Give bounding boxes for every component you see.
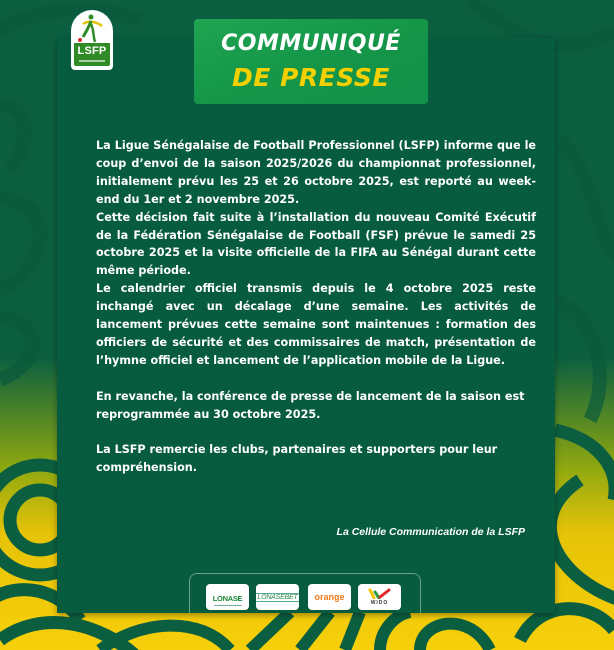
paragraph-reason: Cette décision fait suite à l’installation du nouveau Comité Exécutif de la Fédération Sénégalaise de Football (FSF) prévue le samedi 25 octobre 2025 et la visite officielle de la FIFA au Sénégal durant cette même période. [96,210,536,278]
sponsor-wido-logo: WIDO [358,584,401,610]
paragraph-thanks: La LSFP remercie les clubs, partenaires et supporters pour leur compréhension. [96,443,498,475]
paragraph-calendar: Le calendrier officiel transmis depuis le 4 octobre 2025 reste inchangé avec un décalage d’une semaine. Les activités de lancement prévues cette semaine sont maintenues : formation des officiers de sécurité et des commissaires de match, présentation de l’hymne officiel et lancement de l’application mobile de la Ligue. [96,282,536,367]
sponsor-lonase-logo: LONASE [206,584,249,610]
logo-text: LSFP [77,45,107,57]
press-release-body [96,137,536,477]
sponsor-lonasebet-logo: LONASEBET [256,584,299,610]
lsfp-logo [71,10,113,70]
title-communique: COMMUNIQUÉ [221,31,401,56]
paragraph-postponement: La Ligue Sénégalaise de Football Professionnel (LSFP) informe que le coup d’envoi de la saison 2025/2026 du championnat professionnel, initialement prévu les 25 et 26 octobre 2025, est reporté au week-end du 1er et 2 novembre 2025. [96,139,536,206]
footballer-icon [71,10,113,44]
sponsors-bar [189,573,421,613]
title-de-presse: DE PRESSE [232,63,390,92]
sponsor-orange-logo: orange [308,584,351,610]
signature: La Cellule Communication de la LSFP [336,526,525,538]
wido-w-icon [368,588,392,599]
title-banner [194,19,428,104]
paragraph-press-conference: En revanche, la conférence de presse de lancement de la saison est reprogrammée au 30 octobre 2025. [96,389,525,421]
logo-subtitle-line [79,60,105,62]
